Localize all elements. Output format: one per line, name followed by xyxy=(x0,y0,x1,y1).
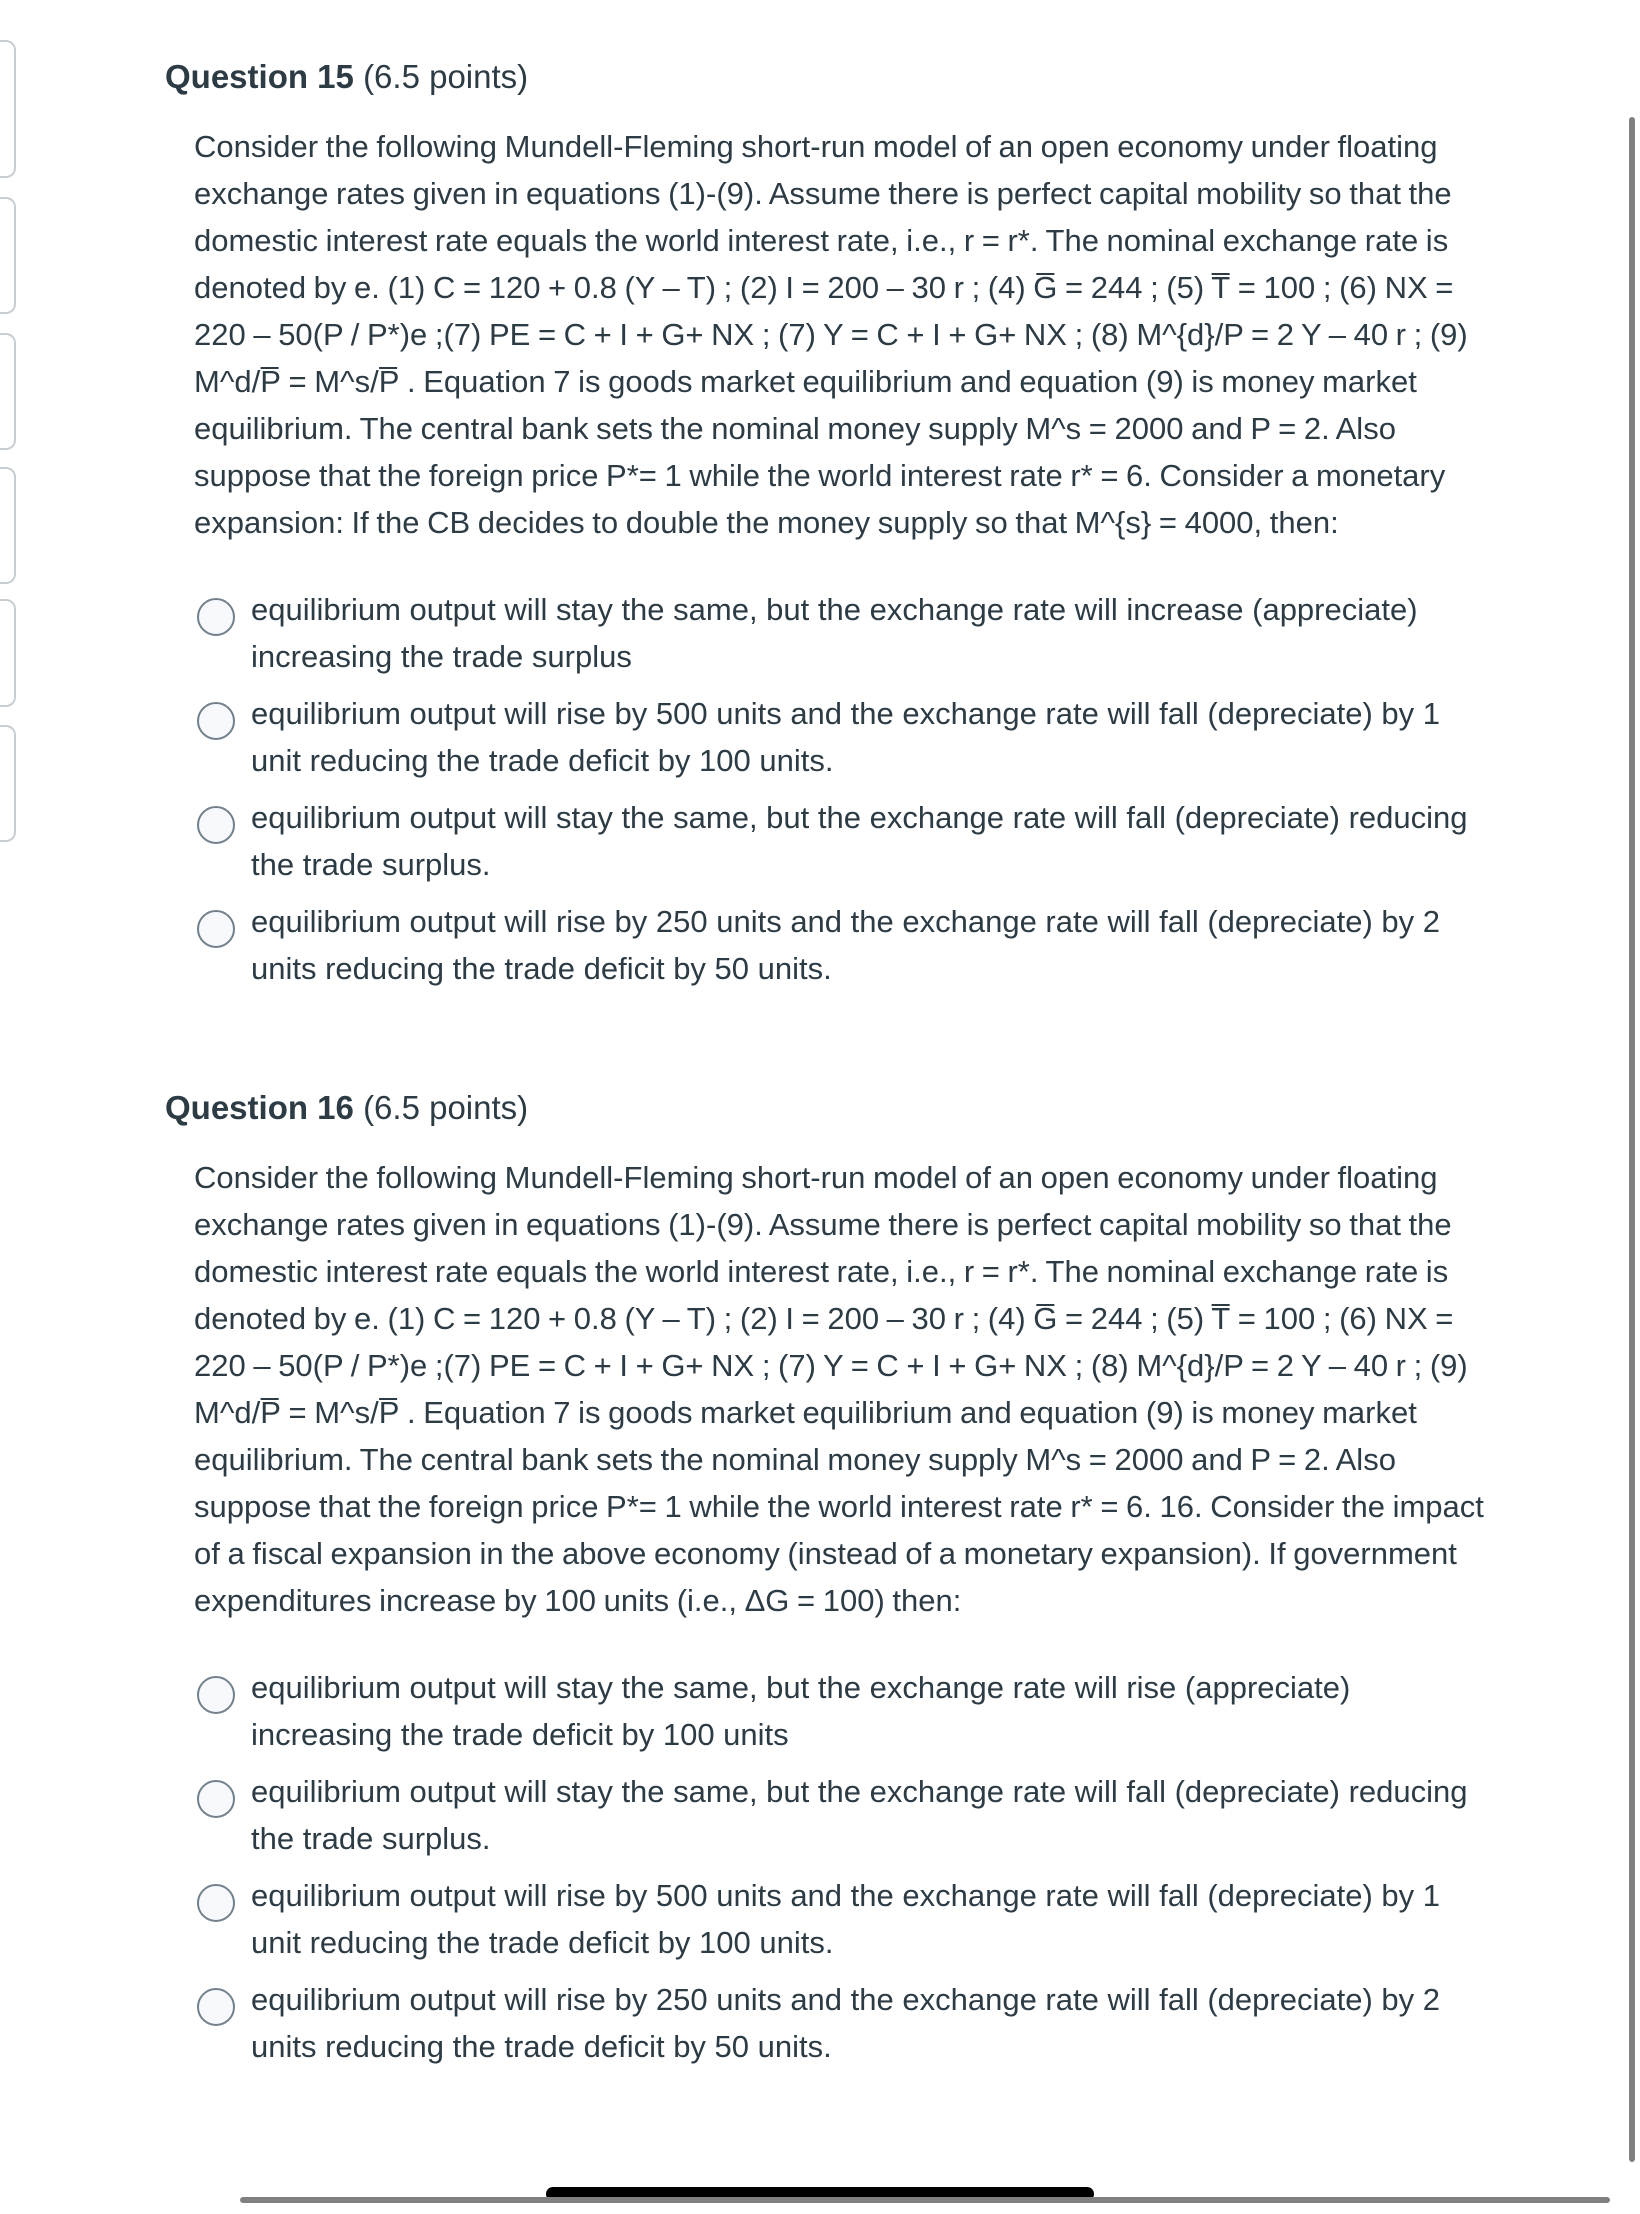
answer-option[interactable] xyxy=(197,794,1491,888)
question-15 xyxy=(165,57,1475,1002)
radio-button[interactable] xyxy=(197,910,235,948)
option-label: equilibrium output will rise by 250 units and the exchange rate will fall (depreciate) by 2 units reducing the trade deficit by 50 units. xyxy=(251,1982,1440,2064)
question-nav-tab[interactable] xyxy=(0,599,16,707)
question-16 xyxy=(165,1088,1484,2080)
question-nav-tab[interactable] xyxy=(0,197,16,314)
option-label: equilibrium output will stay the same, but the exchange rate will fall (depreciate) reducing the trade surplus. xyxy=(251,800,1468,882)
question-nav-tab[interactable] xyxy=(0,40,16,178)
answer-option[interactable] xyxy=(197,1976,1491,2070)
radio-button[interactable] xyxy=(197,702,235,740)
option-label: equilibrium output will stay the same, but the exchange rate will increase (appreciate) increasing the trade surplus xyxy=(251,592,1418,674)
question-points: (6.5 points) xyxy=(363,58,529,95)
option-label: equilibrium output will stay the same, but the exchange rate will fall (depreciate) reducing the trade surplus. xyxy=(251,1774,1468,1856)
answer-option[interactable] xyxy=(197,586,1491,680)
radio-button[interactable] xyxy=(197,806,235,844)
option-label: equilibrium output will rise by 250 units and the exchange rate will fall (depreciate) by 2 units reducing the trade deficit by 50 units. xyxy=(251,904,1440,986)
answer-options xyxy=(197,1664,1475,2070)
question-text: Consider the following Mundell-Fleming short-run model of an open economy under floating exchange rates given in equations (1)-(9). Assume there is perfect capital mobility so that the domestic interest rate equals the world interest rate, i.e., r = r*. The nominal exchange rate is denoted by e. (1) C = 120 + 0.8 (Y – T) ; (2) I = 200 – 30 r ; (4) G̅ = 244 ; (5) T̅ = 100 ; (6) NX = 220 – 50(P / P*)e ;(7) PE = C + I + G+ NX ; (7) Y = C + I + G+ NX ; (8) M^{d}/P = 2 Y – 40 r ; (9) M^d/P̅ = M^s/P̅ . Equation 7 is goods market equilibrium and equation (9) is money market equilibrium. The central bank sets the nominal money supply M^s = 2000 and P = 2. Also suppose that the foreign price P*= 1 while the world interest rate r* = 6. Consider a monetary expansion: If the CB decides to double the money supply so that M^{s} = 4000, then: xyxy=(194,129,1468,540)
radio-button[interactable] xyxy=(197,1988,235,2026)
horizontal-scrollbar[interactable] xyxy=(240,2197,1610,2203)
question-title: Question 15 xyxy=(165,58,354,95)
option-label: equilibrium output will stay the same, but the exchange rate will rise (appreciate) increasing the trade deficit by 100 units xyxy=(251,1670,1351,1752)
radio-button[interactable] xyxy=(197,598,235,636)
answer-option[interactable] xyxy=(197,690,1491,784)
answer-option[interactable] xyxy=(197,898,1491,992)
option-label: equilibrium output will rise by 500 units and the exchange rate will fall (depreciate) by 1 unit reducing the trade deficit by 100 units. xyxy=(251,696,1440,778)
question-nav-tab[interactable] xyxy=(0,333,16,450)
answer-options xyxy=(197,586,1475,992)
question-nav-tab[interactable] xyxy=(0,467,16,584)
vertical-scrollbar[interactable] xyxy=(1629,117,1635,2162)
question-text: Consider the following Mundell-Fleming short-run model of an open economy under floating exchange rates given in equations (1)-(9). Assume there is perfect capital mobility so that the domestic interest rate equals the world interest rate, i.e., r = r*. The nominal exchange rate is denoted by e. (1) C = 120 + 0.8 (Y – T) ; (2) I = 200 – 30 r ; (4) G̅ = 244 ; (5) T̅ = 100 ; (6) NX = 220 – 50(P / P*)e ;(7) PE = C + I + G+ NX ; (7) Y = C + I + G+ NX ; (8) M^{d}/P = 2 Y – 40 r ; (9) M^d/P̅ = M^s/P̅ . Equation 7 is goods market equilibrium and equation (9) is money market equilibrium. The central bank sets the nominal money supply M^s = 2000 and P = 2. Also suppose that the foreign price P*= 1 while the world interest rate r* = 6. 16. Consider the impact of a fiscal expansion in the above economy (instead of a monetary expansion). If government expenditures increase by 100 units (i.e., ΔG = 100) then: xyxy=(194,1160,1484,1618)
answer-option[interactable] xyxy=(197,1768,1491,1862)
question-nav-tab[interactable] xyxy=(0,725,16,842)
question-header xyxy=(165,1088,1475,1128)
option-label: equilibrium output will rise by 500 units and the exchange rate will fall (depreciate) by 1 unit reducing the trade deficit by 100 units. xyxy=(251,1878,1440,1960)
radio-button[interactable] xyxy=(197,1676,235,1714)
question-nav-tabs xyxy=(0,0,40,900)
question-header xyxy=(165,57,1475,97)
radio-button[interactable] xyxy=(197,1884,235,1922)
answer-option[interactable] xyxy=(197,1872,1491,1966)
question-title: Question 16 xyxy=(165,1089,354,1126)
answer-option[interactable] xyxy=(197,1664,1491,1758)
question-points: (6.5 points) xyxy=(363,1089,529,1126)
radio-button[interactable] xyxy=(197,1780,235,1818)
